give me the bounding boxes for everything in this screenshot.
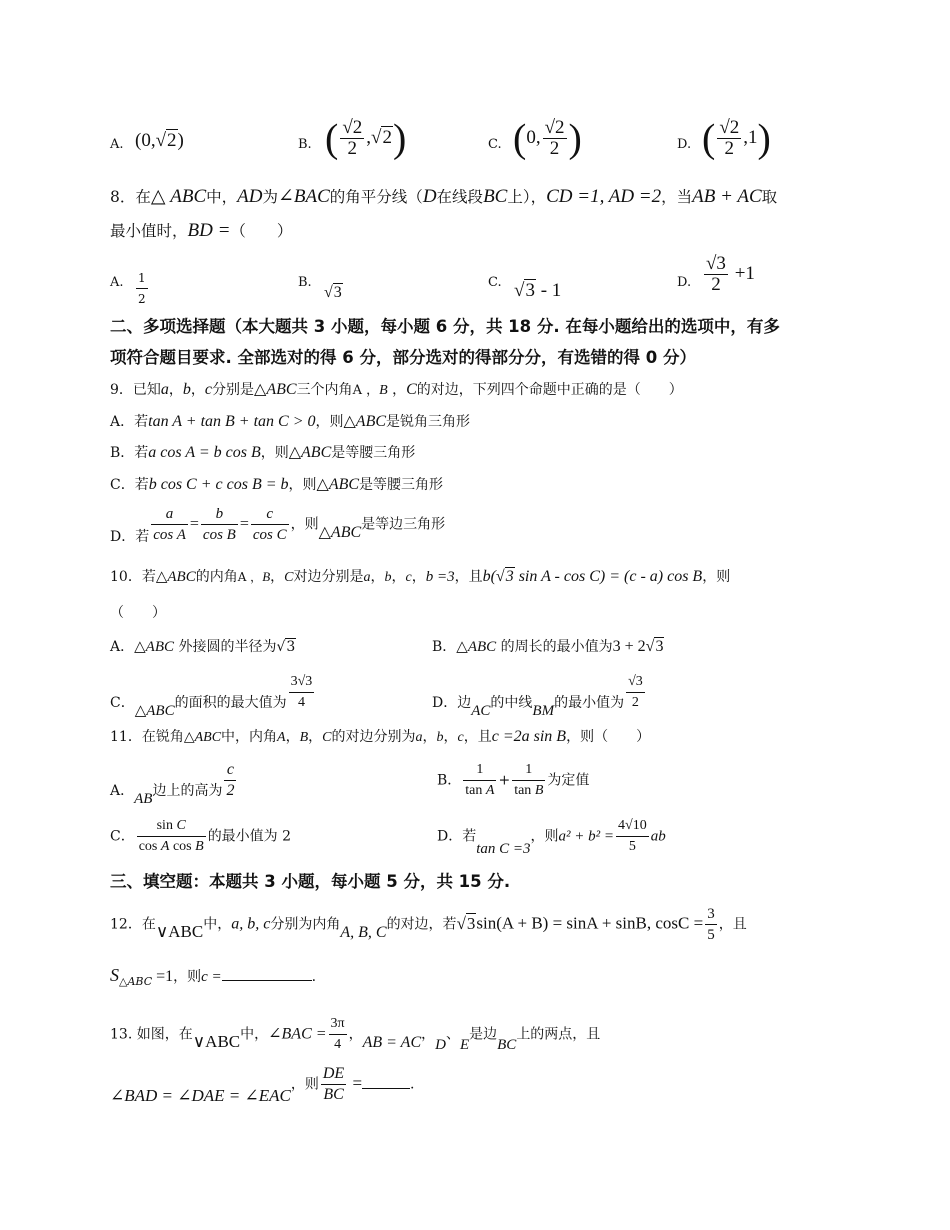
q13-point-d: D	[435, 1036, 446, 1053]
q10-stem-line1: 10．若△ABC的内角A ，B，C对边分别是a，b，c，b =3，且b(√3 sin A - cos C) = (c - a) cos B，则	[110, 568, 731, 585]
q10-option-d: D．边AC的中线BM的最小值为 $\frac{√3}{2}$	[432, 674, 643, 719]
q10-text: A．	[110, 639, 135, 655]
q9-text: A．若	[110, 414, 149, 430]
q13-text: 上的两点，且	[516, 1026, 601, 1043]
q10-text: ，则	[702, 569, 731, 585]
q13-triangle: ∨ABC	[192, 1031, 241, 1051]
q12-c-label: c =	[201, 969, 222, 985]
q9-stem: 9．已知a，b，c分别是△ABC三个内角A ，B ，C的对边，下列四个命题中正确的是（ ）	[110, 381, 683, 398]
q10-b-value: b =3	[425, 569, 455, 585]
q12-text: ，则	[173, 969, 202, 985]
q9-text: 分别是	[212, 382, 255, 398]
q13-angle: ∠BAC =	[268, 1025, 327, 1043]
q8-line2	[110, 220, 292, 242]
q12-text: 分别为内角	[270, 916, 341, 933]
q11-text: A．	[110, 782, 135, 799]
q12-abc: a, b, c	[231, 915, 271, 933]
q10-text: 的面积的最大值为	[174, 694, 287, 711]
q8-paren: （ ）	[230, 222, 293, 240]
q8-text: 上），	[507, 188, 547, 206]
q9-text: ，则	[315, 414, 344, 430]
q7-options	[110, 115, 870, 168]
q9-a-math: tan A + tan B + tan C > 0	[148, 413, 316, 430]
q8-options	[110, 254, 870, 304]
q9-text: C．若	[110, 477, 149, 493]
q8-option-b-value: √3	[324, 284, 342, 301]
q13-line1: 13. 如图，在∨ABC中，∠BAC = $\frac{3\pi}{4}$ ，AB = AC，D、E是边BC上的两点，且	[110, 1016, 601, 1053]
section3-heading: 三、填空题：本题共 3 小题，每小题 5 分，共 15 分.	[110, 872, 511, 891]
q12-area-symbol: S	[110, 965, 119, 985]
q10-text: ，且	[454, 569, 483, 585]
q7-option-b-value: ( $\frac{√2}{2}$ ,√2)	[325, 115, 407, 161]
q11-text: D．若	[437, 828, 477, 845]
q10-text: 对边分别是	[293, 569, 364, 585]
q11-option-a: A．AB边上的高为 $\frac{c}{2}$	[110, 761, 235, 807]
q7-option-d-label: D.	[677, 137, 692, 152]
q13-number: 13. 如图，在	[110, 1026, 193, 1043]
q9-text: 三个内角	[296, 382, 353, 398]
q8-text: 为	[262, 188, 278, 206]
q10-text: 的中线	[490, 694, 533, 711]
q10-text: 的周长的最小值为	[496, 639, 613, 655]
q8-option-a-value: $\frac{1}{2}$	[136, 268, 148, 309]
q13-text: ，	[421, 1026, 436, 1043]
q9-text: ，则	[260, 445, 289, 461]
q12-area-value: =1	[152, 968, 174, 985]
q11-text: C．	[110, 828, 135, 845]
q11-text: ，则	[530, 828, 559, 845]
q8-option-c-label: C.	[488, 275, 502, 290]
q12-line1: 12．在∨ABC中，a, b, c分别为内角A, B, C的对边，若√3sin(A + B) = sinA + sinB, cosC = $\frac{3}{5}$ ，且	[110, 906, 747, 943]
q11-d-tail: ab	[650, 828, 666, 845]
q8-number: 8．在	[110, 188, 151, 206]
q13-line2: ∠BAD = ∠DAE = ∠EAC，则 $\frac{DE}{BC}$ = .	[110, 1065, 415, 1105]
q8-text: 在线段	[436, 188, 484, 206]
q9-option-a: A．若tan A + tan B + tan C > 0，则△ABC是锐角三角形	[110, 413, 471, 430]
q10-text: 外接圆的半径为	[174, 639, 277, 655]
q11-condition: c =2a sin B	[491, 728, 567, 745]
q12-line2	[110, 964, 316, 993]
q10-triangle: △ABC	[134, 639, 174, 655]
q12-area-subscript: △ABC	[119, 975, 153, 988]
q11-text: 的对边分别为	[331, 729, 416, 745]
q11-option-b: B． $\frac{1}{\text{tan A}}$ + $\frac{1}{\text{tan B}}$ 为定值	[437, 762, 590, 798]
q9-option-c: C．若b cos C + c cos B = b，则△ABC是等腰三角形	[110, 476, 444, 493]
q9-number: 9．已知	[110, 382, 161, 398]
q8-ask: BD =	[187, 220, 231, 241]
q13-text: ，则	[290, 1076, 319, 1093]
q11-text: ，则（ ）	[566, 729, 651, 745]
q11-d-condition: tan C =3	[476, 840, 531, 857]
q12-number: 12．在	[110, 916, 156, 933]
q12-end: .	[311, 969, 317, 985]
q8-condition: CD =1, AD =2	[546, 186, 662, 207]
q10-text: 的内角	[195, 569, 238, 585]
q9-text: 是等边三角形	[361, 516, 446, 533]
q10-text: 的最小值为	[554, 694, 625, 711]
section2-heading-line2: 项符合题目要求. 全部选对的得 6 分，部分选对的得部分分，有选错的得 0 分）	[110, 348, 696, 367]
q9-c-math: b cos C + c cos B = b	[148, 476, 289, 493]
q12-answer-blank[interactable]	[222, 964, 312, 981]
q11-text: 边上的高为	[152, 782, 223, 799]
q7-option-a-value: (0,√2)	[135, 130, 184, 151]
q8-option-d-label: D.	[677, 275, 692, 290]
q8-option-d-value: $\frac{√3}{2}$ +1	[706, 253, 755, 295]
q9-text: 的对边，下列四个命题中正确的是（ ）	[416, 382, 683, 398]
q9-text: ，则	[288, 477, 317, 493]
q11-number: 11．在锐角△	[110, 729, 195, 745]
q9-option-b: B．若a cos A = b cos B，则△ABC是等腰三角形	[110, 444, 416, 461]
q13-text: 是边	[469, 1026, 498, 1043]
section2-heading-line1: 二、多项选择题（本大题共 3 小题，每小题 6 分，共 18 分. 在每小题给出的选项中，有多	[110, 317, 780, 336]
q8-option-a-label: A.	[110, 275, 124, 290]
q8-text: 中，	[206, 188, 238, 206]
q10-option-c: C．△ABC的面积的最大值为 $\frac{3√3}{4}$	[110, 674, 313, 719]
q10-option-a: A．△ABC 外接圆的半径为√3	[110, 639, 296, 655]
q7-option-b-label: B.	[298, 137, 312, 152]
q8-line1: 8．在△ ABC中，AD为∠BAC的角平分线（D在线段BC上），CD =1, AD =2，当AB + AC取	[110, 186, 778, 207]
q13-text: ，	[348, 1026, 363, 1043]
q13-side-bc: BC	[497, 1036, 517, 1053]
q8-text: 取	[761, 188, 778, 206]
q9-text: 是锐角三角形	[386, 414, 471, 430]
q12-angles: A, B, C	[340, 923, 387, 941]
q9-text: ，则	[290, 516, 319, 533]
q11-option-c: C． $\frac{\text{sin C}}{\text{cos A cos B}}$ 的最小值为 2	[110, 818, 292, 854]
q11-d-equation: a² + b² =	[558, 828, 615, 845]
q12-text: 中，	[203, 916, 232, 933]
q8-text: ，当	[661, 188, 693, 206]
q11-text: 为定值	[547, 772, 590, 789]
q11-text: 中，内角	[221, 729, 278, 745]
q7-option-d-value: ( $\frac{√2}{2}$ ,1)	[702, 115, 771, 161]
q13-equal-sides: AB = AC	[362, 1033, 422, 1051]
q10-stem-line2: （ ）	[110, 605, 166, 621]
q10-option-b: B．△ABC 的周长的最小值为3 + 2√3	[432, 638, 664, 655]
q9-option-d: D．若 $\frac{a}{\text{cos A}}$ = $\frac{b}{\text{cos B}}$ = $\frac{c}{\text{cos C}}$ ，则△ABC是等边三角形	[110, 506, 446, 545]
q8-option-b-label: B.	[298, 275, 312, 290]
q7-option-c-value: (0, $\frac{√2}{2}$ )	[513, 115, 582, 161]
q11-text: 的最小值为 2	[207, 828, 292, 845]
q11-text: B．	[437, 772, 462, 789]
q9-text: B．若	[110, 445, 149, 461]
q11-option-d: D．若tan C =3，则a² + b² = $\frac{4√10}{5}$ ab	[437, 818, 666, 857]
q7-option-c-label: C.	[488, 137, 502, 152]
q13-point-e: E	[459, 1036, 470, 1053]
q10-text: C．	[110, 694, 135, 711]
q12-triangle: ∨ABC	[155, 921, 204, 941]
q11-stem: 11．在锐角△ABC中，内角A，B，C的对边分别为a，b，c，且c =2a sin B，则（ ）	[110, 728, 651, 745]
q13-text: 中，	[240, 1026, 269, 1043]
q10-triangle: △ABC	[456, 639, 497, 655]
q8-text: 的角平分线（	[329, 188, 423, 206]
q13-end: .	[410, 1076, 415, 1093]
q13-angle-equalities: ∠BAD = ∠DAE = ∠EAC	[110, 1085, 291, 1105]
q9-b-math: a cos A = b cos B	[148, 444, 261, 461]
q9-text: D．若	[110, 528, 150, 545]
q8-option-c-value: √3 - 1	[514, 280, 562, 301]
q13-answer-blank[interactable]	[362, 1072, 410, 1089]
q12-text: ，且	[718, 916, 747, 933]
q9-text: 是等腰三角形	[331, 445, 416, 461]
q13-equals: =	[348, 1073, 363, 1093]
q8-text: 最小值时，	[110, 222, 188, 240]
q12-equation: sin(A + B) = sinA + sinB, cosC =	[476, 913, 704, 933]
q10-text: D．边	[432, 694, 472, 711]
q10-text: ，	[411, 569, 426, 585]
q13-text: 、	[445, 1026, 460, 1043]
q10-number: 10．若	[110, 569, 156, 585]
q12-text: 的对边，若	[386, 916, 457, 933]
q10-text: B．	[432, 639, 457, 655]
q9-text: 是等腰三角形	[359, 477, 444, 493]
q11-text: ，且	[463, 729, 492, 745]
q7-option-a-label: A.	[110, 137, 124, 152]
